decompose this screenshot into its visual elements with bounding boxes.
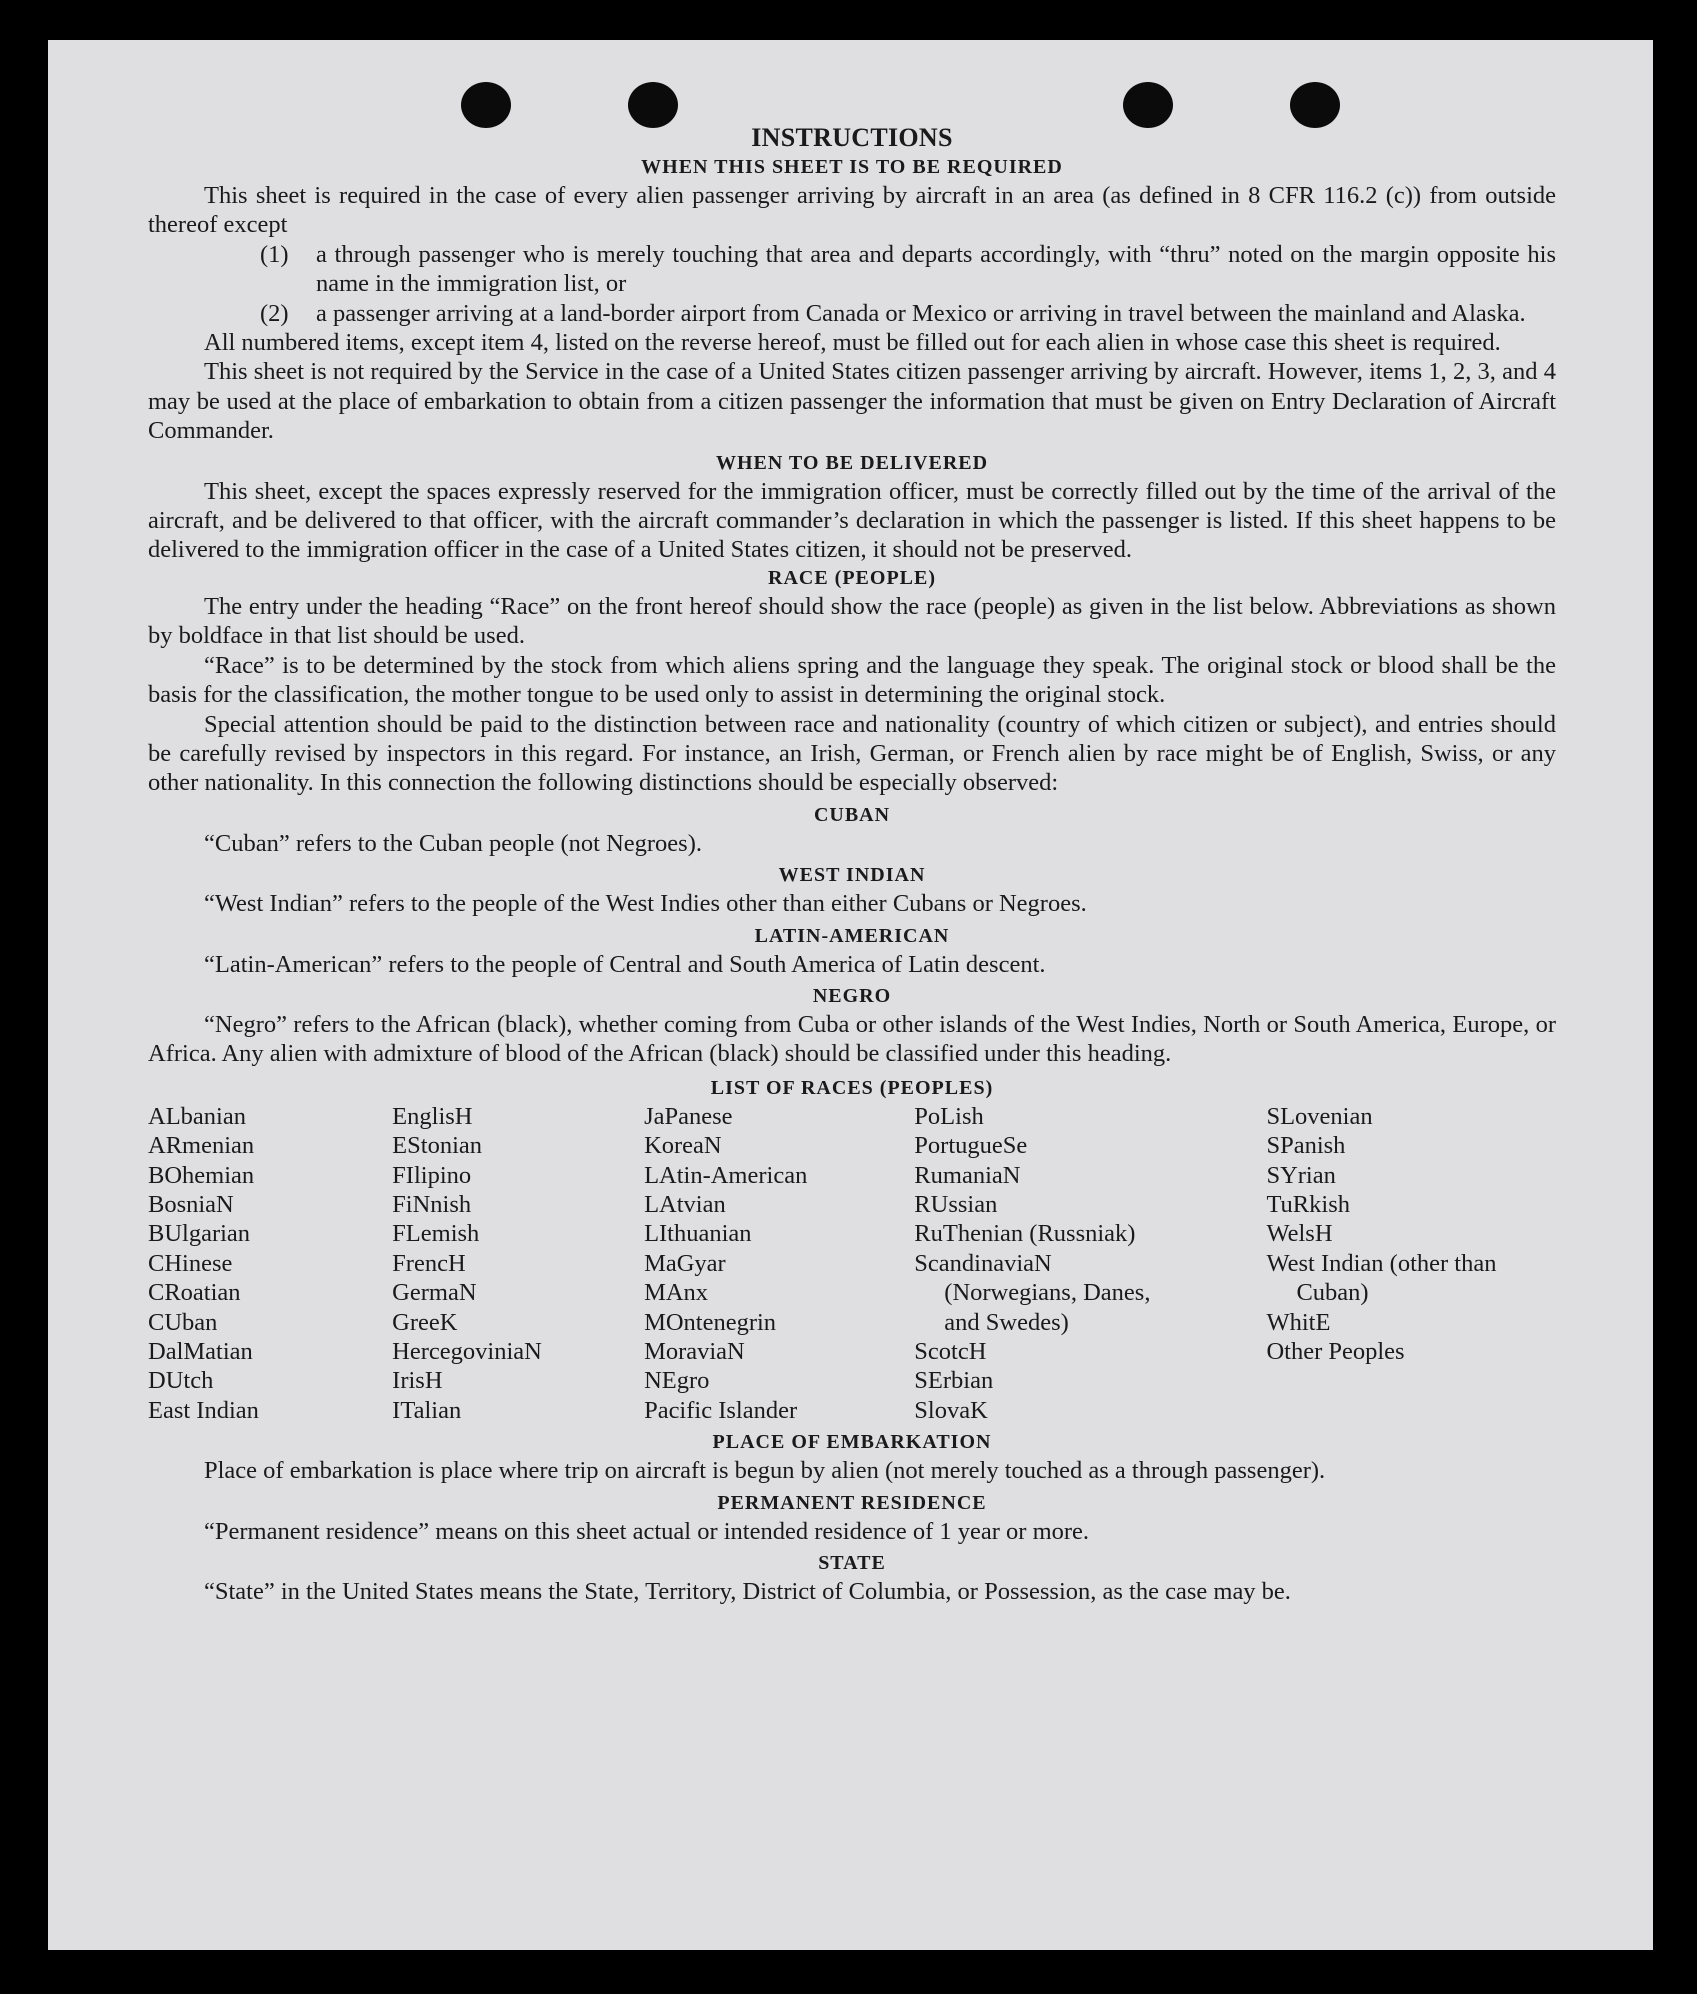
required-para-items: All numbered items, except item 4, listed on the reverse hereof, must be filled out for each alien in whose case this sheet is required. — [204, 329, 1501, 357]
race-entry: MoraviaN — [644, 1338, 745, 1365]
heading-latin-american: LATIN-AMERICAN — [754, 924, 950, 947]
race-entry: IrisH — [392, 1367, 443, 1395]
race-entry: LIthuanian — [644, 1220, 752, 1248]
race-entry: ALbanian — [148, 1102, 246, 1130]
latin-american-text: “Latin-American” refers to the people of Central and South America of Latin descent. — [204, 950, 1046, 978]
heading-race: RACE (PEOPLE) — [768, 566, 936, 589]
race-entry: GreeK — [392, 1308, 458, 1336]
exception-item — [148, 299, 1556, 328]
race-entry: BosniaN — [148, 1190, 234, 1218]
race-entry: RuThenian (Russniak) — [914, 1220, 1136, 1248]
race-entry: EnglisH — [392, 1102, 473, 1130]
race-entry: FIlipino — [392, 1161, 472, 1189]
race-entry: East Indian — [148, 1396, 259, 1424]
exception-number: (2) — [260, 299, 289, 327]
race-entry: West Indian (other than Cuban) — [1266, 1249, 1497, 1307]
heading-cuban: CUBAN — [813, 803, 891, 826]
race-entry: WhitE — [1266, 1308, 1331, 1336]
race-entry: SlovaK — [914, 1396, 988, 1424]
race-entry: CHinese — [148, 1249, 233, 1277]
race-column-1 — [148, 1102, 392, 1425]
race-column-4 — [914, 1102, 1186, 1425]
race-entry: GermaN — [392, 1279, 477, 1307]
race-entry: WelsH — [1266, 1220, 1333, 1248]
negro-text: “Negro” refers to the African (black), whether coming from Cuba or other islands of the West Indies, North or South America, Europe, or Africa. Any alien with admixture of blood of the African (black) should be classified under this heading. — [148, 1010, 1556, 1068]
race-entry: Pacific Islander — [644, 1396, 798, 1424]
race-para-1: The entry under the heading “Race” on the front hereof should show the race (people) as given in the list below. Abbreviations as shown by boldface in that list should be used. — [148, 592, 1556, 650]
race-entry: DUtch — [148, 1367, 214, 1395]
race-column-3 — [644, 1102, 914, 1425]
race-entry: LAtin-American — [644, 1161, 808, 1189]
race-entry: ARmenian — [148, 1132, 255, 1160]
race-entry: SErbian — [914, 1367, 994, 1395]
race-entry: PortugueSe — [914, 1132, 1028, 1160]
race-entry: RumaniaN — [914, 1161, 1021, 1189]
race-para-3: Special attention should be paid to the distinction between race and nationality (country of which citizen or subject), and entries should be carefully revised by inspectors in this regard. For instance, an Irish, German, or French alien by race might be of English, Swiss, or any other nationality. In this connection the following distinctions should be especially observed: — [148, 710, 1556, 797]
heading-state: STATE — [818, 1552, 886, 1575]
required-intro: This sheet is required in the case of every alien passenger arriving by aircraft in an area (as defined in 8 CFR 116.2 (c)) from outside thereof except — [148, 182, 1556, 239]
race-para-2: “Race” is to be determined by the stock from which aliens spring and the language they speak. The original stock or blood shall be the basis for the classification, the mother tongue to be used only to assist in determining the original stock. — [148, 651, 1556, 709]
document-title: INSTRUCTIONS — [751, 123, 953, 152]
heading-residence: PERMANENT RESIDENCE — [717, 1491, 987, 1514]
race-entry: RUssian — [914, 1190, 998, 1218]
race-entry: ScandinaviaN (Norwegians, Danes, and Swedes) — [914, 1249, 1151, 1336]
race-entry: SLovenian — [1266, 1102, 1373, 1130]
race-entry: MAnx — [644, 1279, 709, 1307]
race-column-5 — [1186, 1102, 1556, 1425]
race-entry: SYrian — [1266, 1161, 1336, 1189]
delivered-text: This sheet, except the spaces expressly reserved for the immigration officer, must be correctly filled out by the time of the arrival of the aircraft, and be delivered to that officer, with the aircraft commander’s declaration in which the passenger is listed. If this sheet happens to be delivered to the immigration officer in the case of a United States citizen, it should not be preserved. — [148, 477, 1556, 564]
race-entry: DalMatian — [148, 1338, 253, 1365]
race-entry: FiNnish — [392, 1190, 472, 1218]
race-entry: LAtvian — [644, 1190, 726, 1218]
race-entry: SPanish — [1266, 1132, 1346, 1160]
heading-delivered: WHEN TO BE DELIVERED — [715, 451, 989, 474]
west-indian-text: “West Indian” refers to the people of the West Indies other than either Cubans or Negroes. — [204, 890, 1087, 918]
race-entry: BUlgarian — [148, 1220, 251, 1248]
race-column-2 — [392, 1102, 644, 1425]
race-entry: TuRkish — [1266, 1190, 1350, 1218]
exception-number: (1) — [260, 240, 289, 268]
residence-text: “Permanent residence” means on this sheet actual or intended residence of 1 year or more. — [204, 1517, 1090, 1545]
heading-list-of-races: LIST OF RACES (PEOPLES) — [710, 1076, 994, 1099]
document-sheet — [48, 40, 1653, 1950]
race-entry: BOhemian — [148, 1161, 255, 1189]
race-entry: ITalian — [392, 1396, 462, 1424]
race-entry: PoLish — [914, 1102, 984, 1130]
cuban-text: “Cuban” refers to the Cuban people (not Negroes). — [204, 829, 702, 857]
race-entry: HercegoviniaN — [392, 1338, 542, 1365]
race-entry: FrencH — [392, 1249, 466, 1277]
heading-required: WHEN THIS SHEET IS TO BE REQUIRED — [641, 156, 1063, 178]
race-entry: MaGyar — [644, 1249, 726, 1277]
race-entry: JaPanese — [644, 1102, 733, 1130]
exception-text: a through passenger who is merely touching that area and departs accordingly, with “thru” noted on the margin opposite his name in the immigration list, or — [316, 240, 1556, 298]
race-entry: ScotcH — [914, 1338, 987, 1365]
heading-embarkation: PLACE OF EMBARKATION — [712, 1431, 992, 1454]
race-entry: FLemish — [392, 1220, 480, 1248]
race-entry: Other Peoples — [1266, 1338, 1405, 1365]
race-entry: CUban — [148, 1308, 218, 1336]
exception-item — [148, 240, 1556, 299]
race-entry: NEgro — [644, 1367, 710, 1395]
race-entry: CRoatian — [148, 1279, 241, 1307]
document-body — [148, 122, 1556, 1606]
heading-negro: NEGRO — [812, 984, 892, 1007]
race-entry: KoreaN — [644, 1132, 722, 1160]
embarkation-text: Place of embarkation is place where trip on aircraft is begun by alien (not merely touched as a through passenger). — [204, 1457, 1326, 1485]
state-text: “State” in the United States means the State, Territory, District of Columbia, or Possession, as the case may be. — [204, 1578, 1291, 1606]
exception-text: a passenger arriving at a land-border airport from Canada or Mexico or arriving in travel between the mainland and Alaska. — [316, 299, 1526, 327]
race-entry: MOntenegrin — [644, 1308, 777, 1336]
race-list — [148, 1102, 1556, 1425]
required-para-citizen: This sheet is not required by the Service in the case of a United States citizen passenger arriving by aircraft. However, items 1, 2, 3, and 4 may be used at the place of embarkation to obtain from a citizen passenger the information that must be given on Entry Declaration of Aircraft Commander. — [148, 358, 1556, 445]
race-entry: EStonian — [392, 1132, 483, 1160]
heading-west-indian: WEST INDIAN — [778, 864, 926, 887]
